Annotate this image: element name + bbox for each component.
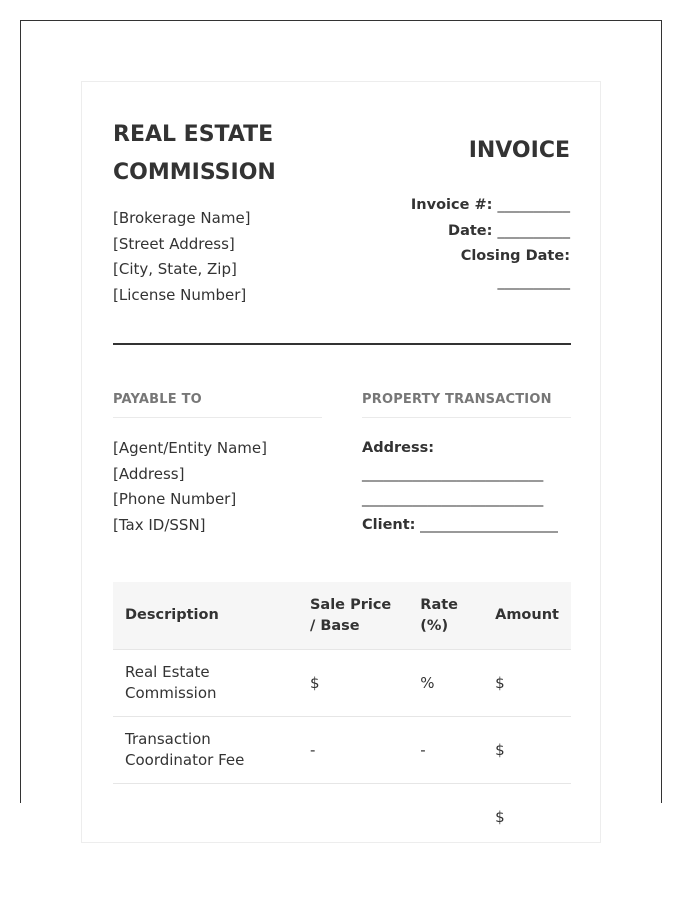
brokerage-info — [113, 206, 251, 308]
invoice-date-label: Date: — [448, 222, 493, 239]
line-items-table — [113, 582, 571, 850]
property-transaction-heading: PROPERTY TRANSACTION — [362, 392, 552, 407]
client-blank: ___________________ — [420, 516, 558, 533]
row-amount: $ — [483, 650, 571, 717]
line-items-table-wrapper — [113, 582, 571, 850]
header-amount: Amount — [483, 582, 571, 650]
brokerage-name: [Brokerage Name] — [113, 209, 251, 227]
invoice-number-row — [411, 193, 570, 219]
row-sale-price: - — [298, 717, 408, 784]
invoice-meta — [411, 193, 570, 295]
row-sale-price — [298, 784, 408, 851]
invoice-sheet — [81, 81, 601, 843]
row-amount: $ — [483, 717, 571, 784]
row-sale-price: $ — [298, 650, 408, 717]
invoice-date-blank: __________ — [497, 222, 570, 239]
header-divider — [113, 343, 571, 345]
header-rate: Rate (%) — [408, 582, 483, 650]
client-label: Client: — [362, 516, 416, 533]
header-sale-price: Sale Price / Base — [298, 582, 408, 650]
row-description — [113, 784, 298, 851]
row-rate: - — [408, 717, 483, 784]
table-row — [113, 784, 571, 851]
payable-to-divider — [113, 417, 322, 418]
row-description: Real Estate Commission — [113, 650, 298, 717]
property-address-label: Address: — [362, 440, 435, 456]
row-amount: $ — [483, 784, 571, 851]
street-address: [Street Address] — [113, 234, 235, 253]
agent-name: [Agent/Entity Name] — [113, 439, 267, 457]
agent-address: [Address] — [113, 464, 185, 483]
row-rate — [408, 784, 483, 851]
payable-to-heading: PAYABLE TO — [113, 392, 202, 407]
agent-phone: [Phone Number] — [113, 490, 237, 509]
row-rate: % — [408, 650, 483, 717]
property-address-blank-1: _________________________ — [362, 465, 544, 482]
table-row — [113, 650, 571, 717]
city-state-zip: [City, State, Zip] — [113, 260, 237, 279]
header-description: Description — [113, 582, 298, 650]
company-title: REAL ESTATE COMMISSION — [113, 122, 276, 185]
payable-to-info — [113, 436, 267, 538]
closing-date-label: Closing Date: — [460, 248, 570, 265]
invoice-number-blank: __________ — [497, 197, 570, 213]
client-row — [362, 513, 558, 539]
agent-tax-id: [Tax ID/SSN] — [113, 515, 206, 534]
property-transaction-divider — [362, 417, 571, 418]
table-header-row — [113, 582, 571, 650]
closing-date-blank: __________ — [497, 273, 570, 290]
property-address-blank-2: _________________________ — [362, 491, 544, 508]
license-number: [License Number] — [113, 285, 247, 304]
row-description: Transaction Coordinator Fee — [113, 717, 298, 784]
document-frame — [20, 20, 662, 826]
invoice-heading: INVOICE — [468, 138, 570, 163]
table-row — [113, 717, 571, 784]
property-info — [362, 436, 558, 538]
invoice-number-label: Invoice #: — [410, 197, 493, 213]
invoice-date-row — [411, 219, 570, 245]
